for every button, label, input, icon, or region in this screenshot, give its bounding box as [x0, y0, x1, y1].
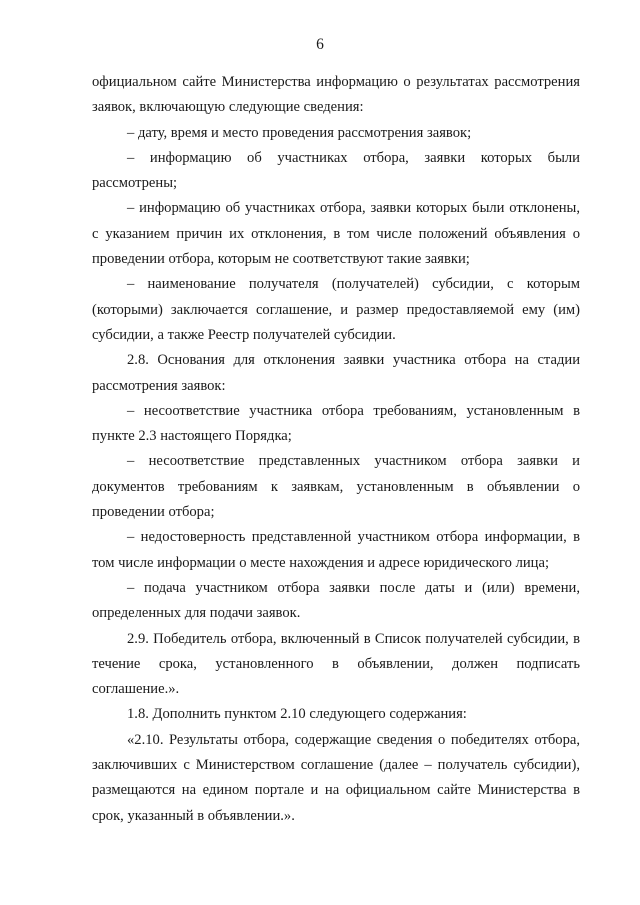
list-item-recipient-name: – наименование получателя (получателей) субсидии, с которым (которыми) заключается соглашение, и размер предоставляемой ему (им) субсидии, а также Реестр получателей субсидии. — [92, 276, 580, 343]
list-item-rejected-participants: – информацию об участниках отбора, заявки которых были отклонены, с указанием причин их отклонения, в том числе положений объявления о проведении отбора, которым не соответствуют такие заявки; — [92, 200, 580, 268]
clause-1-8: 1.8. Дополнить пунктом 2.10 следующего содержания: — [127, 706, 467, 723]
page-number: 6 — [316, 36, 324, 53]
clause-2-10: «2.10. Результаты отбора, содержащие сведения о победителях отбора, заключивших с Министерством соглашение (далее – получатель субсидии), размещаются на едином портале и на официальном сайте Министерства в срок, указанный в объявлении.». — [92, 731, 580, 824]
clause-2-8: 2.8. Основания для отклонения заявки участника отбора на стадии рассмотрения заявок: — [92, 352, 580, 394]
list-item-date-time-place: – дату, время и место проведения рассмотрения заявок; — [127, 124, 472, 141]
list-item-application-mismatch: – несоответствие представленных участником отбора заявки и документов требованиям к заявкам, установленным в объявлении о проведении отбора; — [92, 453, 580, 521]
document-body — [92, 70, 580, 829]
clause-2-9: 2.9. Победитель отбора, включенный в Список получателей субсидии, в течение срока, установленного в объявлении, должен подписать соглашение.». — [92, 630, 580, 698]
list-item-false-information: – недостоверность представленной участником отбора информации, в том числе информации о месте нахождения и адресе юридического лица; — [92, 529, 580, 571]
list-item-late-submission: – подача участником отбора заявки после даты и (или) времени, определенных для подачи заявок. — [92, 579, 580, 622]
list-item-participant-mismatch: – несоответствие участника отбора требованиям, установленным в пункте 2.3 настоящего Порядка; — [92, 402, 580, 445]
paragraph-continuation: официальном сайте Министерства информацию о результатах рассмотрения заявок, включающую следующие сведения: — [92, 74, 580, 116]
list-item-reviewed-participants: – информацию об участниках отбора, заявки которых были рассмотрены; — [92, 149, 580, 192]
